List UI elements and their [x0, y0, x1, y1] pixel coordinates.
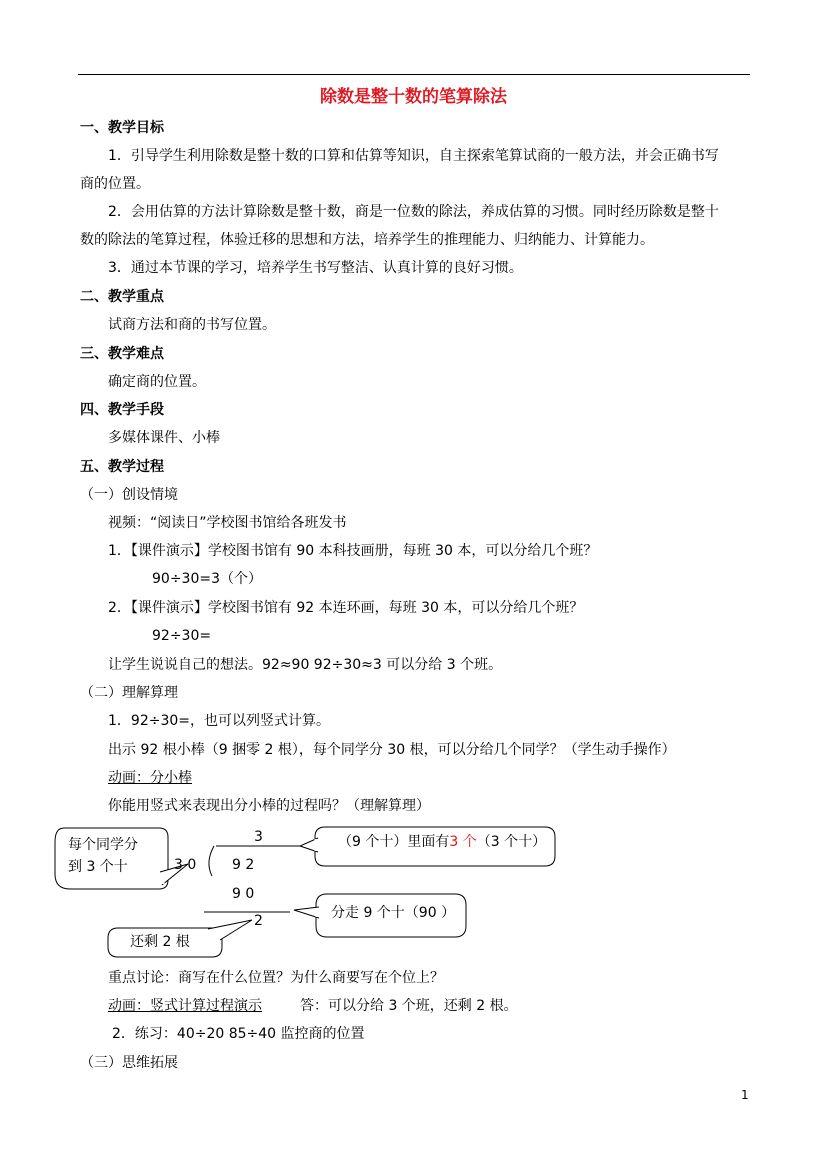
callout-tail-mid-right — [294, 907, 319, 918]
callout-left-line-2: 到 3 个十 — [68, 859, 128, 875]
example-1-equation: 90÷30=3（个） — [152, 571, 262, 587]
section-heading-means: 四、教学手段 — [80, 402, 164, 418]
callout-top-right-part-b: （3 个十） — [476, 834, 547, 850]
subsection-understanding: （二）理解算理 — [80, 685, 178, 701]
practice-line: 2．练习：40÷20 85÷40 监控商的位置 — [112, 1026, 365, 1042]
division-remainder: 2 — [254, 913, 263, 929]
document-title: 除数是整十数的笔算除法 — [320, 87, 507, 107]
student-thinking: 让学生说说自己的想法。92≈90 92÷30≈3 可以分给 3 个班。 — [108, 657, 503, 673]
key-points-text: 试商方法和商的书写位置。 — [108, 317, 276, 333]
section-heading-key-points: 二、教学重点 — [80, 289, 164, 305]
callout-mid-right: 分走 9 个十（90 ） — [331, 905, 456, 921]
question-3: 你能用竖式来表现出分小棒的过程吗？（理解算理） — [108, 798, 430, 814]
subsection-extension: （三）思维拓展 — [80, 1055, 178, 1071]
means-text: 多媒体课件、小棒 — [108, 430, 220, 446]
goal-1-line-2: 商的位置。 — [80, 176, 150, 192]
animation-link-sticks[interactable]: 动画：分小棒 — [108, 770, 192, 786]
example-2: 2．【课件演示】学校图书馆有 92 本连环画，每班 30 本，可以分给几个班？ — [108, 600, 584, 616]
division-divisor: 3 0 — [174, 857, 197, 873]
callout-top-right-highlight: 3 个 — [449, 834, 477, 850]
division-quotient: 3 — [254, 829, 263, 845]
video-line: 视频：“阅读日”学校图书馆给各班发书 — [108, 515, 347, 531]
key-discussion: 重点讨论：商写在什么位置？为什么商要写在个位上？ — [108, 970, 444, 986]
callout-top-right — [338, 832, 546, 852]
goal-2-line-2: 数的除法的笔算过程，体验迁移的思想和方法，培养学生的推理能力、归纳能力、计算能力。 — [80, 232, 654, 248]
goal-3: 3．通过本节课的学习，培养学生书写整洁、认真计算的良好习惯。 — [108, 260, 523, 276]
division-product: 9 0 — [232, 886, 255, 902]
animation-link-vertical[interactable]: 动画：竖式计算过程演示 — [108, 998, 262, 1014]
section-heading-process: 五、教学过程 — [80, 459, 164, 475]
question-1: 1．92÷30=，也可以列竖式计算。 — [108, 713, 330, 729]
section-heading-difficulties: 三、教学难点 — [80, 346, 164, 362]
goal-1-line-1: 1．引导学生利用除数是整十数的口算和估算等知识，自主探索笔算试商的一般方法，并会正确书写 — [108, 148, 719, 164]
section-heading-goals: 一、教学目标 — [80, 120, 164, 136]
question-2: 出示 92 根小棒（9 捆零 2 根），每个同学分 30 根，可以分给几个同学？（学生动手操作） — [108, 742, 676, 758]
page-number: 1 — [741, 1088, 749, 1102]
callout-top-right-part-a: （9 个十）里面有 — [338, 834, 450, 850]
division-bracket — [209, 846, 214, 876]
division-dividend: 9 2 — [232, 857, 255, 873]
subsection-scenario: （一）创设情境 — [80, 487, 178, 503]
callout-bottom-left: 还剩 2 根 — [130, 934, 190, 950]
answer-line: 答：可以分给 3 个班，还剩 2 根。 — [300, 998, 518, 1014]
example-1: 1．【课件演示】学校图书馆有 90 本科技画册，每班 30 本，可以分给几个班？ — [108, 543, 598, 559]
goal-2-line-1: 2．会用估算的方法计算除数是整十数，商是一位数的除法，养成估算的习惯。同时经历除数是整十 — [108, 204, 719, 220]
callout-left-line-1: 每个同学分 — [68, 837, 138, 853]
difficulties-text: 确定商的位置。 — [108, 374, 206, 390]
example-2-equation: 92÷30= — [152, 628, 212, 644]
